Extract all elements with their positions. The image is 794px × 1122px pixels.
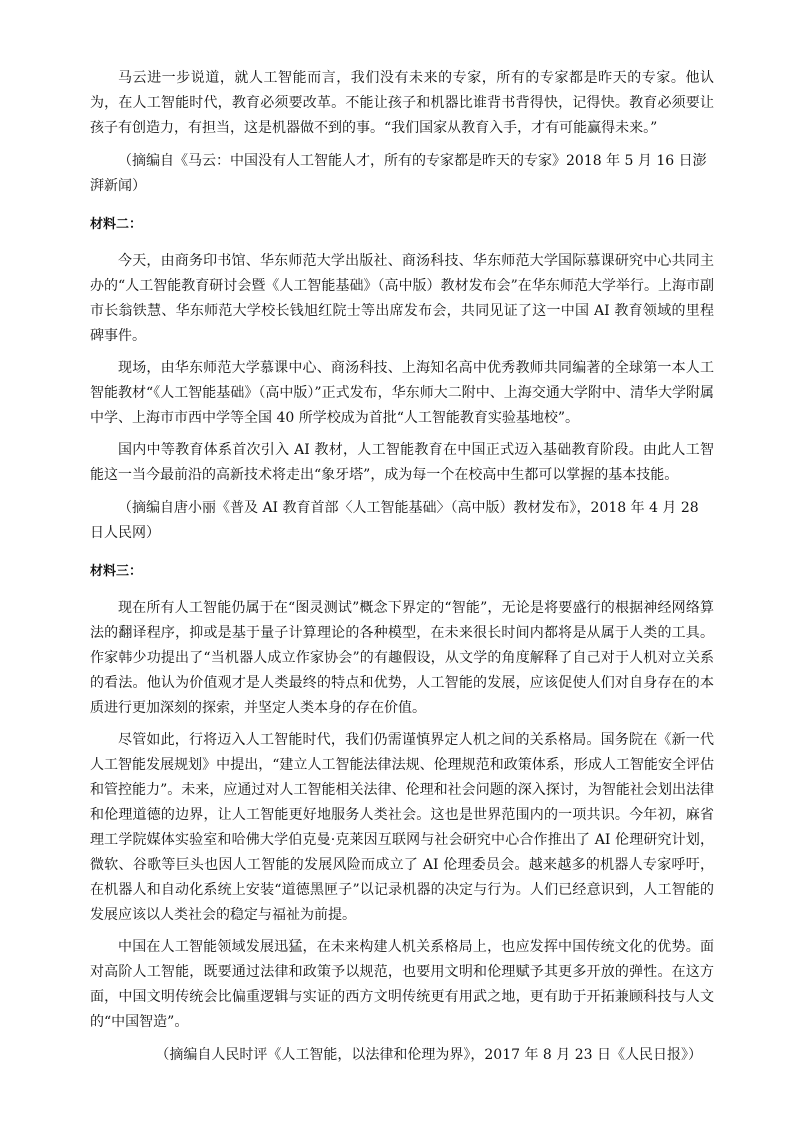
material2-paragraph-2: 现场，由华东师范大学慕课中心、商汤科技、上海知名高中优秀教师共同编著的全球第一本人工智能教材“《人工智能基础》（高中版）”正式发布，华东师大二附中、上海交通大学附中、清华大学附属中学、上海市市西中学等全国 40 所学校成为首批“人工智能教育实验基地校”。	[90, 360, 714, 426]
material1-source: （摘编自《马云：中国没有人工智能人才，所有的专家都是昨天的专家》2018 年 5 月 16 日澎湃新闻）	[90, 153, 707, 194]
material3-heading: 材料三：	[90, 564, 143, 579]
material2-paragraph-1: 今天，由商务印书馆、华东师范大学出版社、商汤科技、华东师范大学国际慕课研究中心共同主办的“人工智能教育研讨会暨《人工智能基础》（高中版）教材发布会”在华东师范大学举行。上海市副市长翁铁慧、华东师范大学校长钱旭红院士等出席发布会，共同见证了这一中国 AI 教育领域的里程碑事件。	[90, 253, 714, 344]
material3-paragraph-1: 现在所有人工智能仍属于在“图灵测试”概念下界定的“智能”，无论是将要盛行的根据神经网络算法的翻译程序，抑或是基于量子计算理论的各种模型，在未来很长时间内都将是从属于人类的工具。作家韩少功提出了“当机器人成立作家协会”的有趣假设，从文学的角度解释了自己对于人机对立关系的看法。他认为价值观才是人类最终的特点和优势，人工智能的发展，应该促使人们对自身存在的本质进行更加深刻的探索，并坚定人类本身的存在价值。	[90, 600, 714, 716]
material2-source: （摘编自唐小丽《普及 AI 教育首部〈人工智能基础〉（高中版）教材发布》，2018 年 4 月 28 日人民网）	[90, 500, 699, 541]
material1-paragraph: 马云进一步说道，就人工智能而言，我们没有未来的专家，所有的专家都是昨天的专家。他认为，在人工智能时代，教育必须要改革。不能让孩子和机器比谁背书背得快，记得快。教育必须要让孩子有创造力，有担当，这是机器做不到的事。“我们国家从教育入手，才有可能赢得未来。”	[90, 70, 714, 136]
document-page	[90, 66, 714, 1068]
material2-heading: 材料二：	[90, 217, 143, 232]
material3-paragraph-3: 中国在人工智能领域发展迅猛，在未来构建人机关系格局上，也应发挥中国传统文化的优势。面对高阶人工智能，既要通过法律和政策予以规范，也要用文明和伦理赋予其更多开放的弹性。在这方面，中国文明传统会比偏重逻辑与实证的西方文明传统更有用武之地，更有助于开拓兼顾科技与人文的“中国智造”。	[90, 939, 714, 1030]
material2-paragraph-3: 国内中等教育体系首次引入 AI 教材，人工智能教育在中国正式迈入基础教育阶段。由此人工智能这一当今最前沿的高新技术将走出“象牙塔”，成为每一个在校高中生都可以掌握的基本技能。	[90, 442, 714, 483]
material3-source: （摘编自人民时评《人工智能，以法律和伦理为界》，2017 年 8 月 23 日《人民日报》）	[155, 1047, 702, 1063]
material3-paragraph-2: 尽管如此，行将迈入人工智能时代，我们仍需谨慎界定人机之间的关系格局。国务院在《新一代人工智能发展规划》中提出，“建立人工智能法律法规、伦理规范和政策体系，形成人工智能安全评估和管控能力”。未来，应通过对人工智能相关法律、伦理和社会问题的深入探讨，为智能社会划出法律和伦理道德的边界，让人工智能更好地服务人类社会。这也是世界范围内的一项共识。今年初，麻省理工学院媒体实验室和哈佛大学伯克曼·克莱因互联网与社会研究中心合作推出了 AI 伦理研究计划，微软、谷歌等巨头也因人工智能的发展风险而成立了 AI 伦理委员会。越来越多的机器人专家呼吁，在机器人和自动化系统上安装“道德黑匣子”以记录机器的决定与行为。人们已经意识到，人工智能的发展应该以人类社会的稳定与福祉为前提。	[90, 732, 714, 923]
